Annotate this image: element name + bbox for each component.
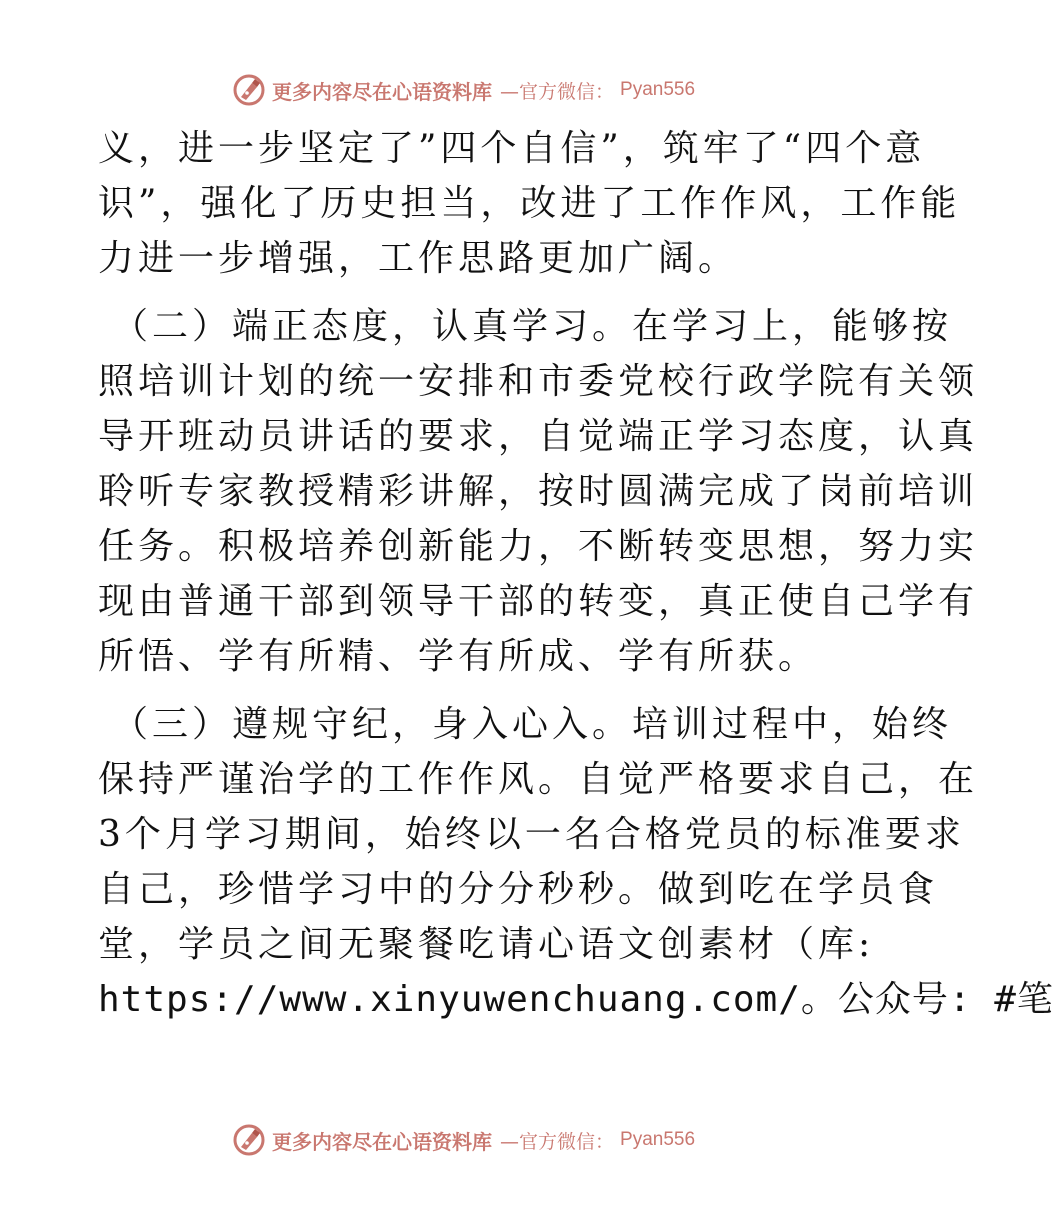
text-line: 自己，珍惜学习中的分分秒秒。做到吃在学员食: [98, 869, 939, 910]
section-heading-line: （三）遵规守纪，身入心入。培训过程中，始终: [112, 704, 953, 745]
watermark-wechat-id: Pyan556: [620, 1129, 696, 1150]
pen-nib-logo-icon: [232, 1123, 266, 1157]
paragraph-1: [98, 121, 961, 286]
document-body: [98, 121, 1054, 1027]
watermark-separator: —官方微信：: [500, 1130, 615, 1153]
text-line: 保持严谨治学的工作作风。自觉严格要求自己，在: [98, 759, 979, 800]
watermark-brand-text: 更多内容尽在心语资料库: [272, 1129, 492, 1154]
watermark-wechat-id: Pyan556: [620, 79, 696, 100]
watermark-separator: —官方微信：: [500, 80, 615, 103]
text-line: 所悟、学有所精、学有所成、学有所获。: [98, 636, 819, 677]
text-line: 堂，学员之间无聚餐吃请心语文创素材（库:: [98, 924, 875, 965]
text-line: 现由普通干部到领导干部的转变，真正使自己学有: [98, 581, 979, 622]
section-heading-line: （二）端正态度，认真学习。在学习上，能够按: [112, 306, 953, 347]
text-line: 3个月学习期间，始终以一名合格党员的标准要求: [98, 814, 965, 855]
url-text-line: https://www.xinyuwenchuang.com/。公众号: #笔: [98, 979, 1054, 1020]
text-line: 任务。积极培养创新能力，不断转变思想，努力实: [98, 526, 979, 567]
paragraph-2: [98, 299, 979, 684]
text-line: 识”，强化了历史担当，改进了工作作风，工作能: [98, 183, 961, 224]
header-watermark-banner: [232, 71, 752, 109]
watermark-brand-text: 更多内容尽在心语资料库: [272, 79, 492, 104]
text-line: 力进一步增强，工作思路更加广阔。: [98, 238, 739, 279]
pen-nib-logo-icon: [232, 73, 266, 107]
text-line: 照培训计划的统一安排和市委党校行政学院有关领: [98, 361, 979, 402]
paragraph-3: [98, 697, 1054, 1027]
footer-watermark-banner: [232, 1121, 752, 1159]
text-line: 义，进一步坚定了”四个自信”，筑牢了“四个意: [98, 128, 926, 169]
text-line: 导开班动员讲话的要求，自觉端正学习态度，认真: [98, 416, 979, 457]
text-line: 聆听专家教授精彩讲解，按时圆满完成了岗前培训: [98, 471, 979, 512]
